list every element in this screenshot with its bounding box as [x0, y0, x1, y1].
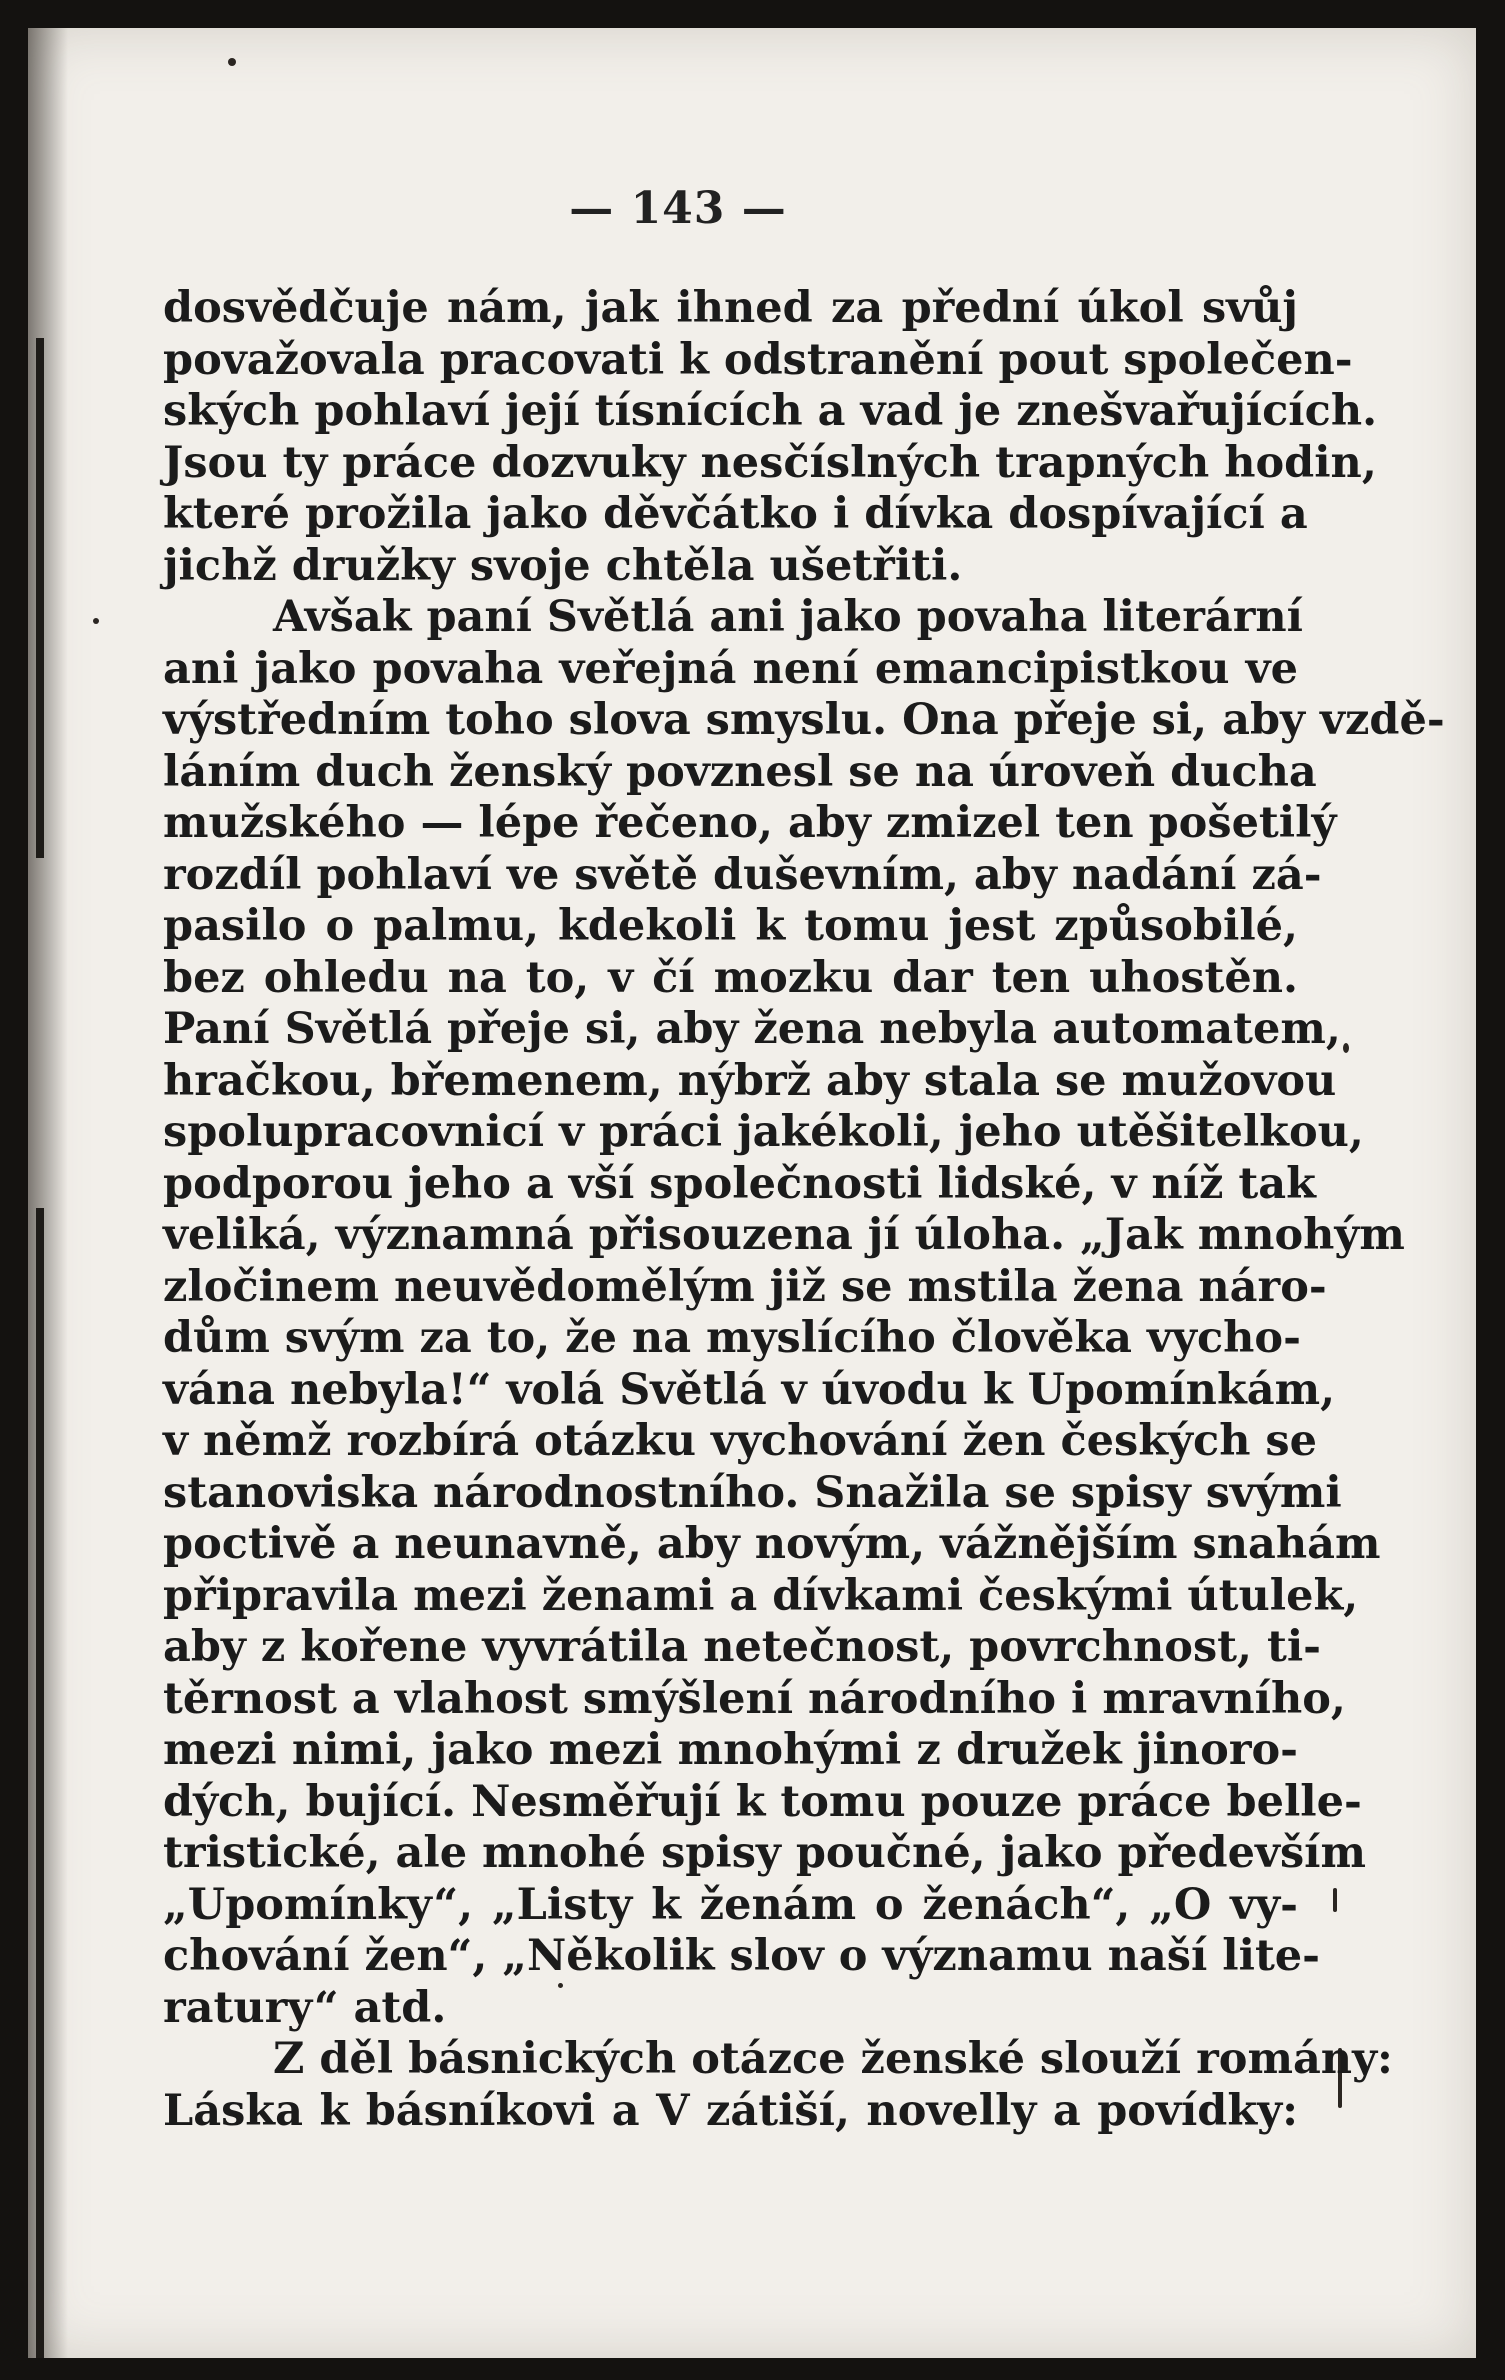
ink-speck [1333, 1888, 1337, 1912]
text-line: veliká, významná přisouzena jí úloha. „Jak mnohým [163, 1210, 1405, 1260]
text-line: které prožila jako děvčátko i dívka dospívající a [163, 489, 1308, 539]
binding-edge-mark [36, 1208, 44, 2358]
text-line: připravila mezi ženami a dívkami českými útulek, [163, 1570, 1359, 1621]
text-line: Avšak paní Světlá ani jako povaha literární [273, 592, 1304, 642]
ink-speck [228, 58, 236, 66]
text-line: spolupracovnicí v práci jakékoli, jeho utěšitelkou, [163, 1107, 1364, 1157]
text-line: dosvědčuje nám, jak ihned za přední úkol svůj [163, 283, 1298, 333]
text-line: považovala pracovati k odstranění pout společen- [163, 334, 1353, 385]
text-line: láním duch ženský povznesl se na úroveň ducha [163, 746, 1317, 797]
binding-edge-mark [36, 338, 44, 858]
text-line: tristické, ale mnohé spisy poučné, jako především [163, 1828, 1367, 1878]
text-line: poctivě a neunavně, aby novým, vážnějším snahám [163, 1519, 1381, 1569]
text-line: bez ohledu na to, v čí mozku dar ten uhostěn. [163, 952, 1298, 1003]
text-line: rozdíl pohlaví ve světě duševním, aby nadání zá- [163, 849, 1322, 900]
text-line: Paní Světlá přeje si, aby žena nebyla automatem, [163, 1004, 1341, 1054]
text-line: stanoviska národnostního. Snažila se spisy svými [163, 1467, 1342, 1518]
text-line: chování žen“, „Několik slov o významu naší lite- [163, 1931, 1321, 1981]
text-line: mezi nimi, jako mezi mnohými z družek jinoro- [163, 1725, 1298, 1775]
text-line: aby z kořene vyvrátila netečnost, povrchnost, ti- [163, 1622, 1321, 1672]
text-line: ratury“ atd. [163, 1982, 447, 2033]
text-line: Z děl básnických otázce ženské slouží romány: [273, 2034, 1393, 2084]
text-line: v němž rozbírá otázku vychování žen českých se [163, 1416, 1317, 1466]
ink-speck [93, 618, 99, 624]
text-line: hračkou, břemenem, nýbrž aby stala se mužovou [163, 1055, 1337, 1106]
body-text [163, 283, 1445, 2137]
text-line: vána nebyla!“ volá Světlá v úvodu k Upomínkám, [163, 1364, 1336, 1415]
text-line: „Upomínky“, „Listy k ženám o ženách“, „O vy- [163, 1879, 1298, 1930]
text-line: podporou jeho a vší společnosti lidské, v níž tak [163, 1158, 1316, 1209]
text-line: ských pohlaví její tísnících a vad je znešvařujících. [163, 386, 1378, 436]
text-line: těrnost a vlahost smýšlení národního i mravního, [163, 1673, 1346, 1724]
text-line: dých, bující. Nesměřují k tomu pouze práce belle- [163, 1776, 1362, 1827]
text-line: výstředním toho slova smyslu. Ona přeje si, aby vzdě- [163, 695, 1445, 745]
text-line: jichž družky svoje chtěla ušetřiti. [163, 540, 963, 591]
text-line: zločinem neuvědomělým již se mstila žena náro- [163, 1261, 1327, 1312]
text-line: Láska k básníkovi a V zátiší, novelly a povídky: [163, 2085, 1298, 2136]
page-gutter-shadow [28, 28, 68, 2358]
text-line: pasilo o palmu, kdekoli k tomu jest způsobilé, [163, 901, 1298, 951]
text-line: Jsou ty práce dozvuky nesčíslných trapných hodin, [163, 437, 1377, 488]
page-number: — 143 — [569, 183, 787, 234]
text-line: ani jako povaha veřejná není emancipistkou ve [163, 643, 1298, 694]
text-line: mužského — lépe řečeno, aby zmizel ten pošetilý [163, 798, 1337, 848]
ink-speck [1343, 1043, 1349, 1053]
text-line: dům svým za to, že na myslícího člověka vycho- [163, 1313, 1301, 1363]
